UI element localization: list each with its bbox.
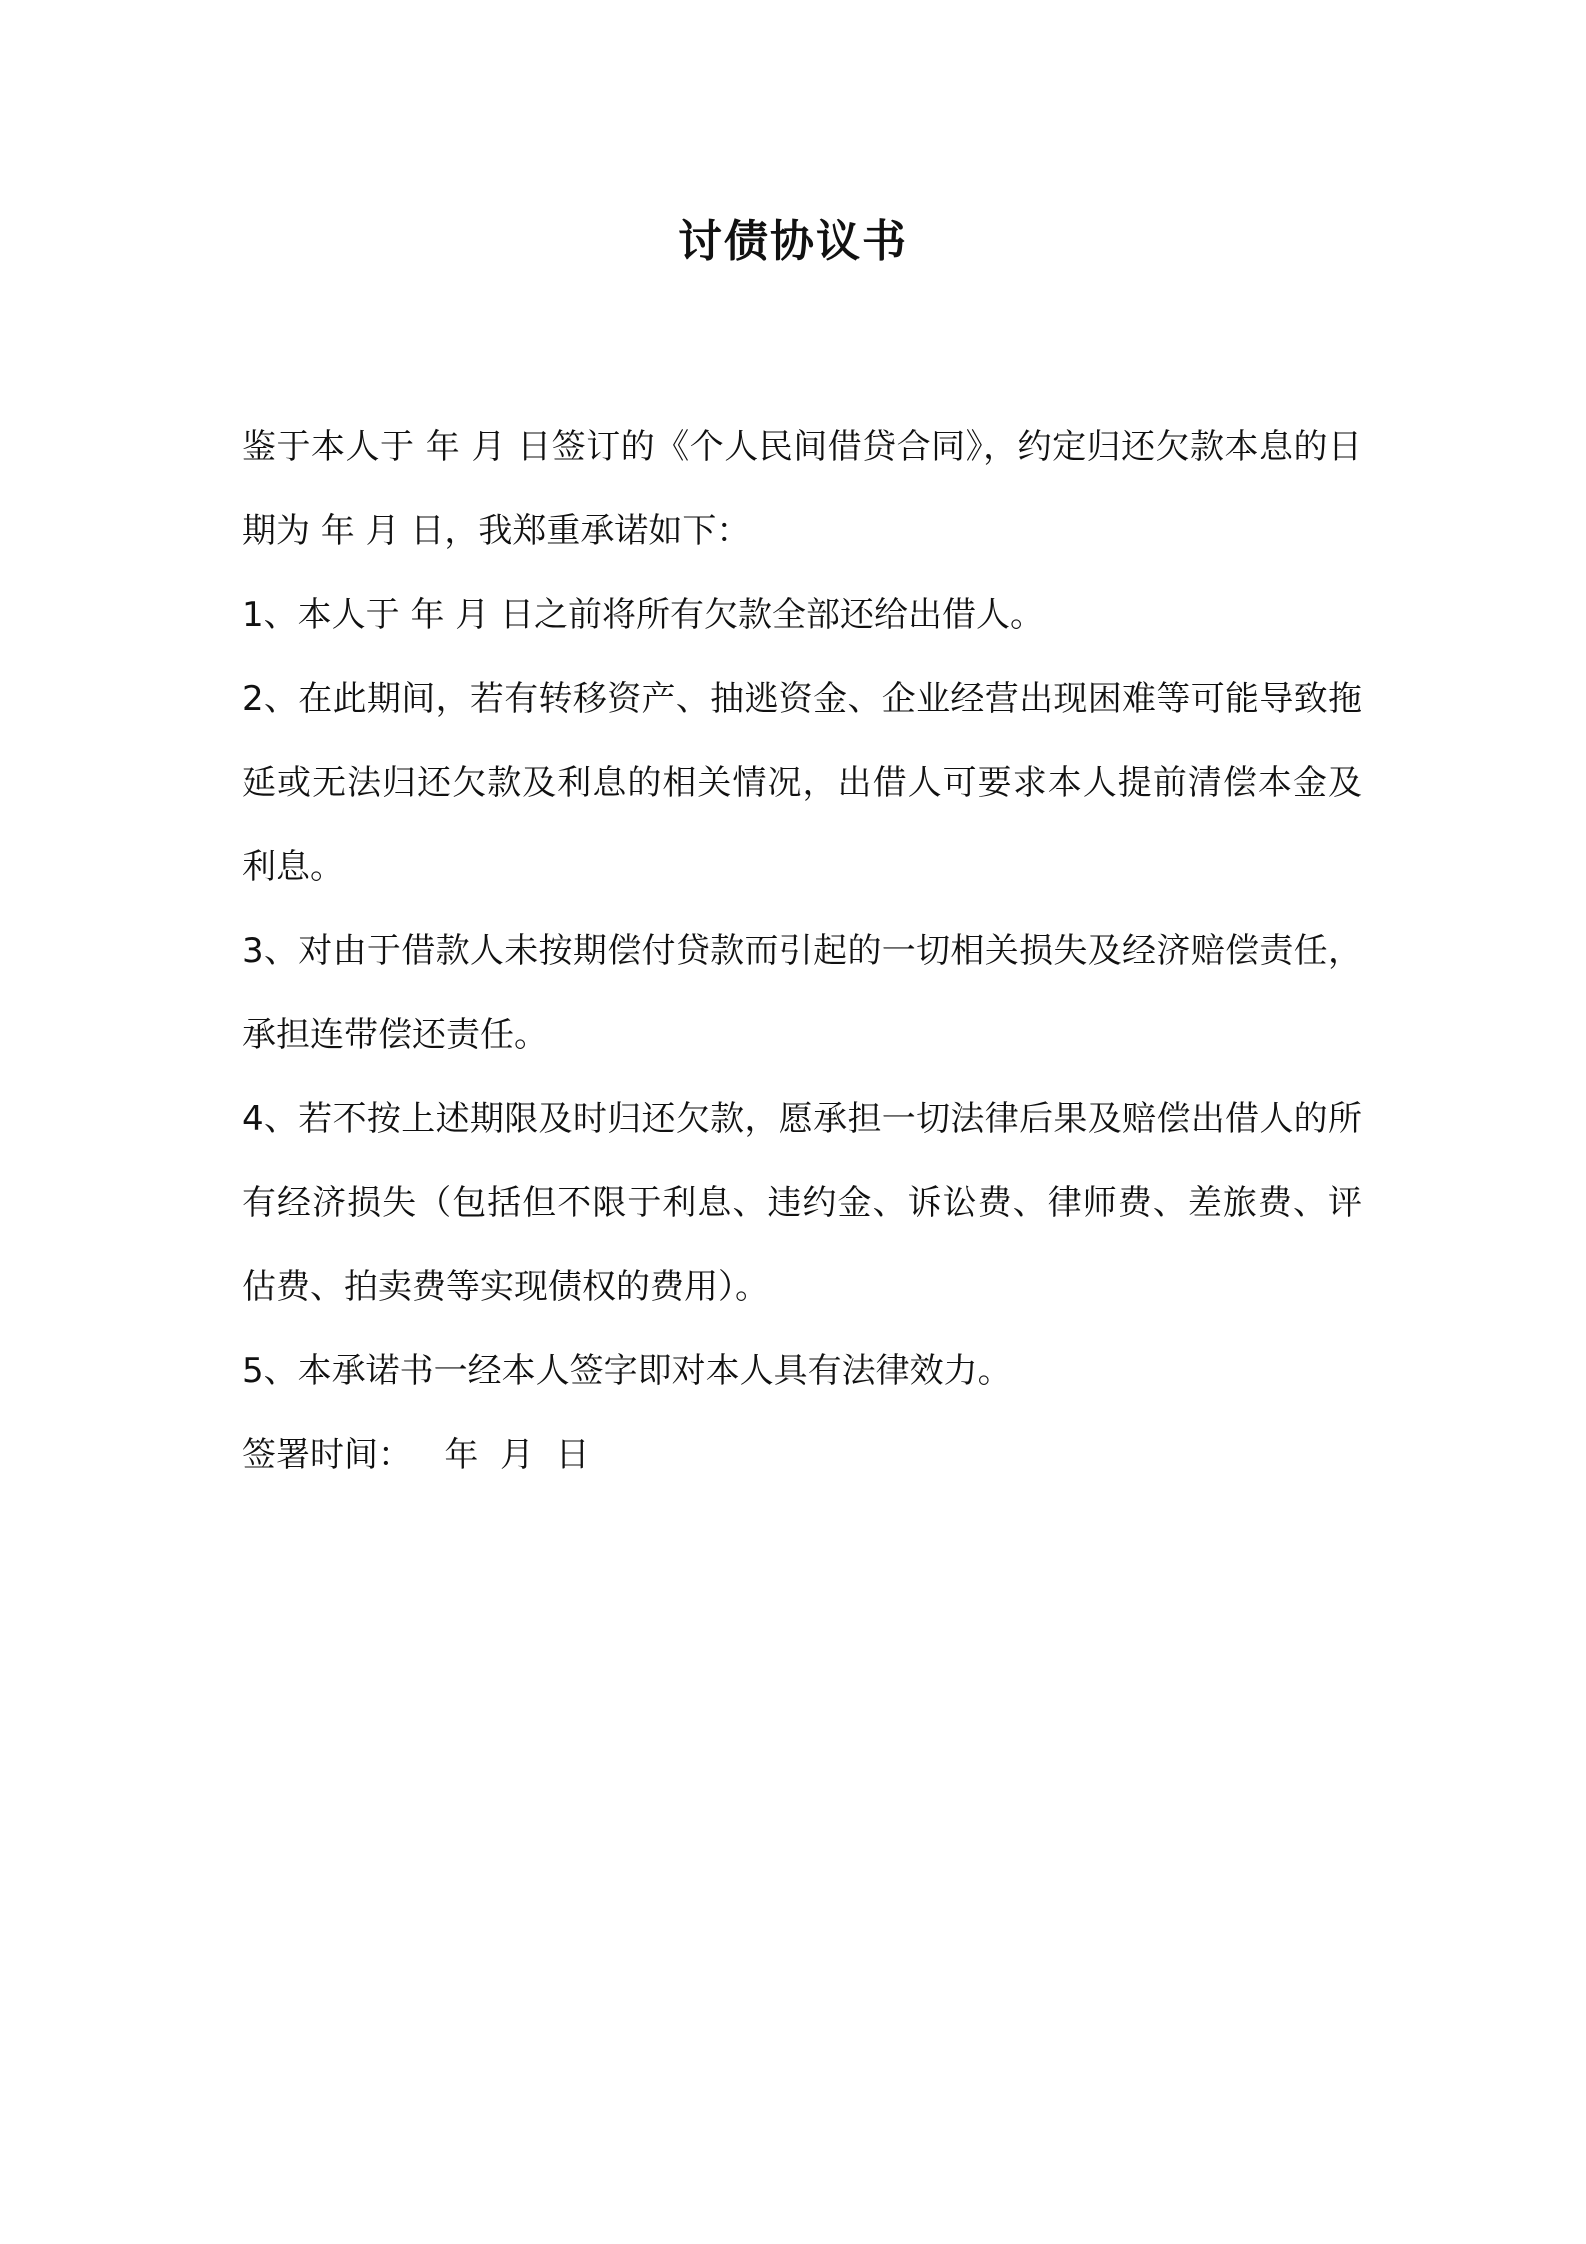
- clause-1: 1、本人于 年 月 日之前将所有欠款全部还给出借人。: [242, 595, 1045, 635]
- signature-date-line: 签署时间： 年 月 日: [242, 1435, 590, 1475]
- intro-paragraph: 鉴于本人于 年 月 日签订的《个人民间借贷合同》，约定归还欠款本息的日期为 年 月 日，我郑重承诺如下：: [242, 427, 1362, 551]
- clause-2: 2、在此期间，若有转移资产、抽逃资金、企业经营出现困难等可能导致拖延或无法归还欠款及利息的相关情况，出借人可要求本人提前清偿本金及利息。: [242, 679, 1362, 887]
- document-title: 讨债协议书: [678, 216, 908, 267]
- clause-4: 4、若不按上述期限及时归还欠款，愿承担一切法律后果及赔偿出借人的所有经济损失（包括但不限于利息、违约金、诉讼费、律师费、差旅费、评估费、拍卖费等实现债权的费用）。: [242, 1099, 1362, 1307]
- clause-3: 3、对由于借款人未按期偿付贷款而引起的一切相关损失及经济赔偿责任，承担连带偿还责任。: [242, 931, 1362, 1055]
- clause-5: 5、本承诺书一经本人签字即对本人具有法律效力。: [242, 1351, 1012, 1391]
- document-body: [242, 405, 1362, 1497]
